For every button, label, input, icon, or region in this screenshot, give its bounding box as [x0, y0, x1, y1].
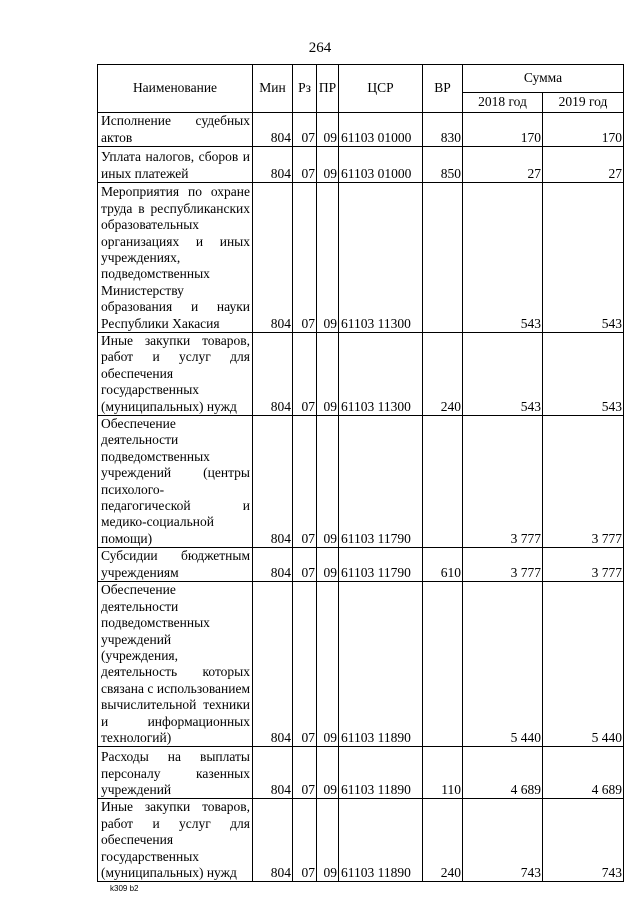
row-pr: 09: [317, 582, 339, 747]
row-2019: 3 777: [543, 416, 624, 548]
row-2018: 743: [463, 799, 543, 882]
row-pr: 09: [317, 147, 339, 183]
table-row: [98, 416, 624, 548]
row-csr: 61103 11890: [339, 799, 423, 882]
table-row: [98, 113, 624, 147]
header-name: Наименование: [98, 65, 253, 113]
row-name: Исполнение судебных актов: [98, 113, 253, 147]
row-pr: 09: [317, 548, 339, 582]
row-2019: 5 440: [543, 582, 624, 747]
row-csr: 61103 11890: [339, 747, 423, 799]
table-row: [98, 582, 624, 747]
row-csr: 61103 11790: [339, 548, 423, 582]
header-2018: 2018 год: [463, 93, 543, 113]
row-min: 804: [253, 416, 293, 548]
row-rz: 07: [293, 183, 317, 333]
row-2018: 543: [463, 333, 543, 416]
row-2019: 743: [543, 799, 624, 882]
row-rz: 07: [293, 548, 317, 582]
row-vr: [423, 582, 463, 747]
row-name: Обеспечение деятельности подведомственных учреждений (центры психолого-педагогической и медико-социальной помощи): [98, 416, 253, 548]
row-rz: 07: [293, 416, 317, 548]
row-min: 804: [253, 147, 293, 183]
row-pr: 09: [317, 799, 339, 882]
row-min: 804: [253, 582, 293, 747]
header-min: Мин: [253, 65, 293, 113]
row-rz: 07: [293, 747, 317, 799]
header-sum: Сумма: [463, 65, 624, 93]
table-row: [98, 183, 624, 333]
row-csr: 61103 01000: [339, 113, 423, 147]
table-row: [98, 147, 624, 183]
row-2018: 3 777: [463, 548, 543, 582]
page-number: 264: [308, 40, 332, 56]
row-2018: 27: [463, 147, 543, 183]
row-name: Субсидии бюджетным учреждениям: [98, 548, 253, 582]
table-row: [98, 333, 624, 416]
row-csr: 61103 01000: [339, 147, 423, 183]
row-2018: 170: [463, 113, 543, 147]
row-2019: 543: [543, 183, 624, 333]
footer-code: k309 b2: [110, 884, 139, 893]
row-pr: 09: [317, 113, 339, 147]
row-min: 804: [253, 333, 293, 416]
row-vr: [423, 416, 463, 548]
table-row: [98, 548, 624, 582]
row-2018: 3 777: [463, 416, 543, 548]
header-pr: ПР: [317, 65, 339, 113]
row-rz: 07: [293, 333, 317, 416]
row-name: Расходы на выплаты персоналу казенных учреждений: [98, 747, 253, 799]
row-name: Мероприятия по охране труда в республиканских образовательных организациях и иных учреждениях, подведомственных Министерству образования и науки Республики Хакасия: [98, 183, 253, 333]
row-2019: 3 777: [543, 548, 624, 582]
row-name: Обеспечение деятельности подведомственных учреждений (учреждения, деятельность которых связана с использованием вычислительной техники и информационных технологий): [98, 582, 253, 747]
row-csr: 61103 11890: [339, 582, 423, 747]
header-csr: ЦСР: [339, 65, 423, 113]
row-min: 804: [253, 799, 293, 882]
budget-table: [97, 64, 624, 882]
row-2019: 27: [543, 147, 624, 183]
row-name: Иные закупки товаров, работ и услуг для обеспечения государственных (муниципальных) нужд: [98, 333, 253, 416]
row-vr: [423, 183, 463, 333]
row-2019: 170: [543, 113, 624, 147]
table-row: [98, 747, 624, 799]
row-vr: 240: [423, 333, 463, 416]
row-csr: 61103 11300: [339, 333, 423, 416]
row-min: 804: [253, 113, 293, 147]
row-2018: 4 689: [463, 747, 543, 799]
row-pr: 09: [317, 416, 339, 548]
row-vr: 610: [423, 548, 463, 582]
row-csr: 61103 11300: [339, 183, 423, 333]
row-min: 804: [253, 747, 293, 799]
row-2019: 4 689: [543, 747, 624, 799]
row-vr: 830: [423, 113, 463, 147]
header-rz: Рз: [293, 65, 317, 113]
row-rz: 07: [293, 582, 317, 747]
row-vr: 240: [423, 799, 463, 882]
row-rz: 07: [293, 113, 317, 147]
row-2019: 543: [543, 333, 624, 416]
row-2018: 5 440: [463, 582, 543, 747]
header-2019: 2019 год: [543, 93, 624, 113]
row-csr: 61103 11790: [339, 416, 423, 548]
row-name: Уплата налогов, сборов и иных платежей: [98, 147, 253, 183]
row-pr: 09: [317, 183, 339, 333]
row-vr: 850: [423, 147, 463, 183]
row-pr: 09: [317, 333, 339, 416]
header-vr: ВР: [423, 65, 463, 113]
table-body: [98, 113, 624, 882]
row-name: Иные закупки товаров, работ и услуг для обеспечения государственных (муниципальных) нужд: [98, 799, 253, 882]
row-rz: 07: [293, 147, 317, 183]
row-min: 804: [253, 183, 293, 333]
table-row: [98, 799, 624, 882]
row-rz: 07: [293, 799, 317, 882]
row-pr: 09: [317, 747, 339, 799]
row-min: 804: [253, 548, 293, 582]
row-2018: 543: [463, 183, 543, 333]
row-vr: 110: [423, 747, 463, 799]
